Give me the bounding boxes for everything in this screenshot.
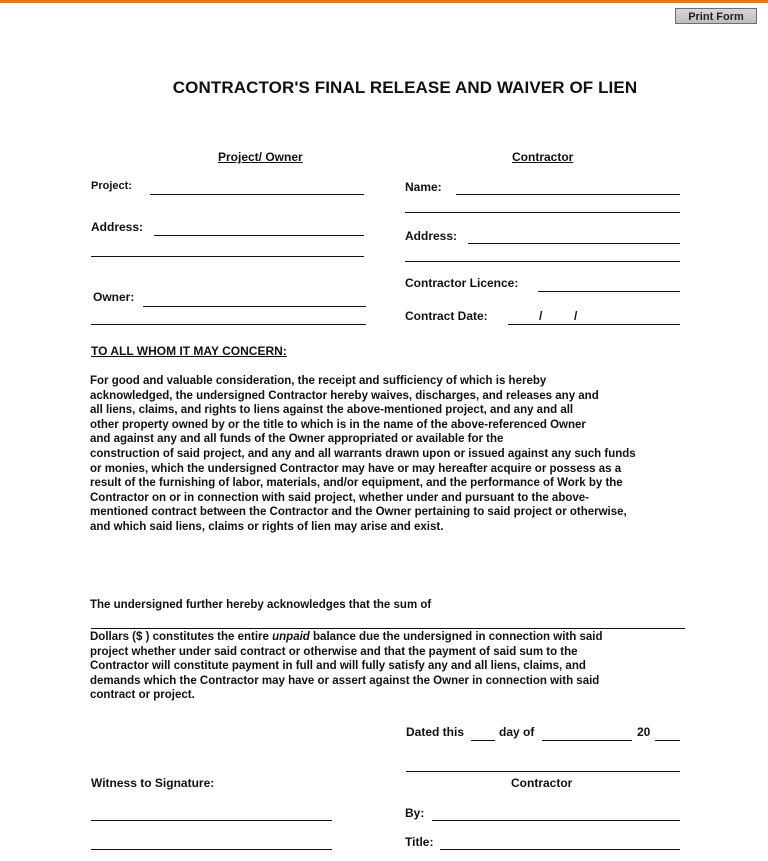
dated-month-field[interactable]	[542, 740, 632, 741]
release-line: all liens, claims, and rights to liens against the above-mentioned project, and any and all	[90, 404, 574, 417]
salutation: TO ALL WHOM IT MAY CONCERN:	[91, 344, 287, 358]
balance-line: Contractor will constitute payment in full and will fully satisfy any and all liens, claims, and	[90, 660, 586, 673]
contract-date-field-extension[interactable]	[596, 324, 680, 325]
witness-signature-field[interactable]	[91, 820, 332, 821]
owner-label: Owner:	[93, 290, 135, 304]
form-title: CONTRACTOR'S FINAL RELEASE AND WAIVER OF LIEN	[172, 78, 638, 97]
contractor-name-field-line-2[interactable]	[405, 212, 680, 213]
release-line: mentioned contract between the Contractor and the Owner pertaining to said project or otherwise,	[90, 506, 627, 519]
release-line: other property owned by or the title to which is in the name of the above-referenced Owner	[90, 418, 586, 431]
release-paragraph	[90, 374, 690, 535]
contractor-name-label: Name:	[405, 180, 442, 194]
release-line: and which said liens, claims or rights of lien may arise and exist.	[90, 520, 444, 533]
dated-day-field[interactable]	[471, 740, 495, 741]
release-line: result of the furnishing of labor, materials, and/or equipment, and the performance of Work by the	[90, 477, 623, 490]
acknowledgement-sentence: The undersigned further hereby acknowledges that the sum of	[90, 599, 432, 611]
contractor-heading: Contractor	[512, 150, 574, 164]
owner-address-field[interactable]	[154, 235, 364, 236]
owner-address-field-line-2[interactable]	[91, 256, 364, 257]
balance-line-suffix: balance due the undersigned in connection with said	[309, 631, 603, 643]
day-of-label: day of	[499, 725, 535, 739]
sum-amount-field[interactable]	[91, 628, 685, 629]
balance-line	[90, 630, 690, 645]
contractor-address-field-line-2[interactable]	[405, 261, 680, 262]
contractor-licence-label: Contractor Licence:	[405, 276, 519, 290]
owner-field[interactable]	[143, 306, 366, 307]
contract-date-field[interactable]	[508, 324, 596, 325]
release-line: acknowledged, the undersigned Contractor hereby waives, discharges, and releases any and	[90, 389, 599, 402]
by-field[interactable]	[432, 820, 680, 821]
unpaid-emphasis: unpaid	[272, 631, 310, 643]
contractor-signature-caption: Contractor	[511, 776, 573, 790]
release-line: or monies, which the undersigned Contractor may have or may hereafter acquire or possess as a	[90, 462, 622, 475]
release-line: construction of said project, and any and all warrants drawn upon or issued against any such funds	[90, 447, 636, 460]
project-owner-heading: Project/ Owner	[218, 150, 303, 164]
balance-line: demands which the Contractor may have or assert against the Owner in connection with said	[90, 674, 600, 687]
contractor-name-field[interactable]	[456, 194, 680, 195]
balance-line-prefix: Dollars ($ ) constitutes the entire	[90, 631, 273, 643]
release-line: For good and valuable consideration, the receipt and sufficiency of which is hereby	[90, 375, 547, 387]
project-label: Project:	[91, 180, 132, 192]
contractor-address-label: Address:	[405, 229, 458, 243]
witness-label: Witness to Signature:	[91, 776, 215, 790]
contractor-address-field[interactable]	[468, 243, 680, 244]
title-field[interactable]	[440, 849, 680, 850]
contractor-licence-field[interactable]	[538, 291, 680, 292]
balance-paragraph	[90, 630, 690, 703]
owner-address-label: Address:	[91, 220, 144, 234]
witness-name-field[interactable]	[91, 849, 332, 850]
dated-this-label: Dated this	[406, 725, 465, 739]
by-label: By:	[405, 806, 425, 820]
print-form-button[interactable]: Print Form	[675, 8, 757, 24]
contract-date-slash-2: /	[574, 309, 578, 323]
release-line: Contractor on or in connection with said project, whether under and pursuant to the above-	[90, 491, 590, 504]
release-line: and against any and all funds of the Owner appropriated or available for the	[90, 433, 504, 446]
contract-date-slash-1: /	[539, 309, 543, 323]
contractor-signature-field[interactable]	[406, 771, 680, 772]
balance-line: contract or project.	[90, 689, 195, 702]
dated-year-field[interactable]	[655, 740, 680, 741]
contract-date-label: Contract Date:	[405, 309, 488, 323]
top-accent-rule	[0, 0, 768, 3]
title-label: Title:	[405, 835, 434, 849]
owner-field-line-2[interactable]	[91, 324, 366, 325]
year-prefix-label: 20	[637, 725, 651, 739]
project-field[interactable]	[150, 194, 364, 195]
balance-line: project whether under said contract or otherwise and that the payment of said sum to the	[90, 645, 578, 658]
